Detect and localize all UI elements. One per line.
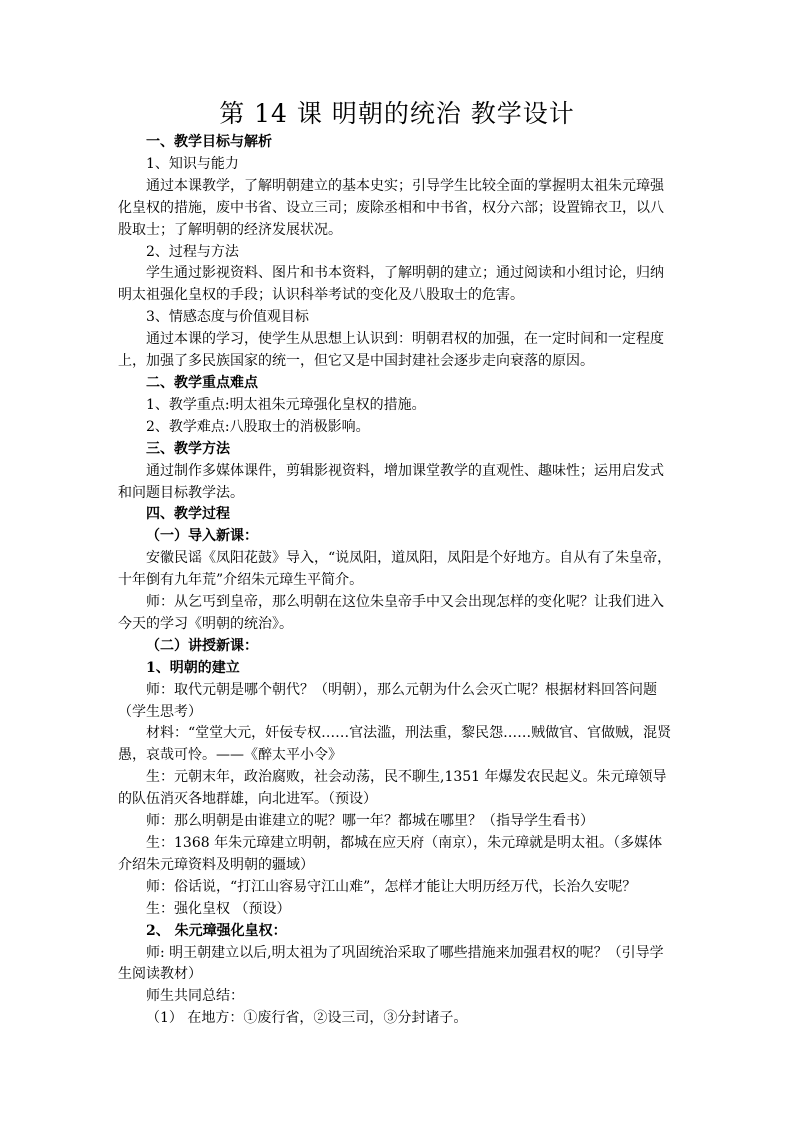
paragraph-difficulty: 2、教学难点:八股取士的消极影响。 — [146, 418, 370, 435]
section-heading-methods: 三、教学方法 — [146, 440, 230, 457]
subheading-strengthen-power: 2、 朱元璋强化皇权： — [146, 922, 287, 939]
paragraph-intro-song: 安徽民谣《凤阳花鼓》导入，“说凤阳，道凤阳，凤阳是个好地方。自从有了朱皇帝，十年倒有九年荒”介绍朱元璋生平简介。 — [118, 550, 672, 589]
paragraph-material: 材料：“堂堂大元，奸佞专权……官法滥，刑法重，黎民怨……贼做官、官做贼，混贤愚，哀哉可怜。——《醉太平小令》 — [118, 725, 672, 764]
paragraph-summary: 师生共同总结： — [146, 988, 244, 1005]
section-heading-keypoints: 二、教学重点难点 — [146, 374, 258, 391]
paragraph-local-measures: （1） 在地方：①废行省，②设三司，③分封诸子。 — [146, 1010, 468, 1027]
paragraph-process: 学生通过影视资料、图片和书本资料，了解明朝的建立；通过阅读和小组讨论，归纳明太祖强化皇权的手段；认识科举考试的变化及八股取士的危害。 — [118, 265, 664, 304]
subheading-founding: 1、明朝的建立 — [146, 659, 240, 676]
lesson-body — [118, 132, 676, 1030]
paragraph-student-answer-2: 生：1368 年朱元璋建立明朝，都城在应天府（南京），朱元璋就是明太祖。（多媒体介绍朱元璋资料及明朝的疆域） — [118, 835, 663, 873]
paragraph-keypoint: 1、教学重点:明太祖朱元璋强化皇权的措施。 — [146, 396, 426, 413]
paragraph-emotion: 通过本课的学习，使学生从思想上认识到：明朝君权的加强，在一定时间和一定程度上，加强了多民族国家的统一，但它又是中国封建社会逐步走向衰落的原因。 — [118, 331, 664, 370]
paragraph-intro-teacher: 师：从乞丐到皇帝，那么明朝在这位朱皇帝手中又会出现怎样的变化呢？让我们进入今天的学习《明朝的统治》。 — [118, 594, 664, 632]
paragraph-student-answer: 生：元朝末年，政治腐败，社会动荡，民不聊生,1351 年爆发农民起义。朱元璋领导的队伍消灭各地群雄，向北进军。（预设） — [118, 769, 667, 808]
subheading-process: 2、过程与方法 — [146, 243, 239, 260]
subheading-emotion: 3、情感态度与价值观目标 — [146, 309, 309, 326]
paragraph-student-answer-3: 生：强化皇权 （预设） — [146, 900, 291, 917]
subheading-intro: （一）导入新课： — [146, 528, 258, 545]
paragraph-knowledge: 通过本课教学，了解明朝建立的基本史实；引导学生比较全面的掌握明太祖朱元璋强化皇权的措施，废中书省、设立三司；废除丞相和中书省，权分六部；设置锦衣卫，以八股取士；了解明朝的经济发展状况。 — [118, 177, 664, 238]
section-heading-process: 四、教学过程 — [146, 506, 230, 523]
paragraph-teacher-question-2: 师：那么明朝是由谁建立的呢？哪一年？都城在哪里？（指导学生看书） — [146, 813, 594, 830]
paragraph-teacher-question-4: 师: 明王朝建立以后,明太祖为了巩固统治采取了哪些措施来加强君权的呢？（引导学生阅读教材） — [118, 944, 664, 983]
paragraph-methods: 通过制作多媒体课件，剪辑影视资料，增加课堂教学的直观性、趣味性；运用启发式和问题目标教学法。 — [118, 462, 664, 501]
subheading-knowledge: 1、知识与能力 — [146, 155, 239, 172]
subheading-new-lesson: （二）讲授新课： — [146, 637, 258, 654]
lesson-title: 第 14 课 明朝的统治 教学设计 — [219, 99, 575, 128]
paragraph-teacher-question-3: 师：俗话说，“打江山容易守江山难”，怎样才能让大明历经万代，长治久安呢？ — [146, 878, 637, 895]
paragraph-teacher-question: 师：取代元朝是哪个朝代？（明朝），那么元朝为什么会灭亡呢？根据材料回答问题（学生思考） — [118, 681, 657, 720]
section-heading-objectives: 一、教学目标与解析 — [146, 134, 272, 150]
